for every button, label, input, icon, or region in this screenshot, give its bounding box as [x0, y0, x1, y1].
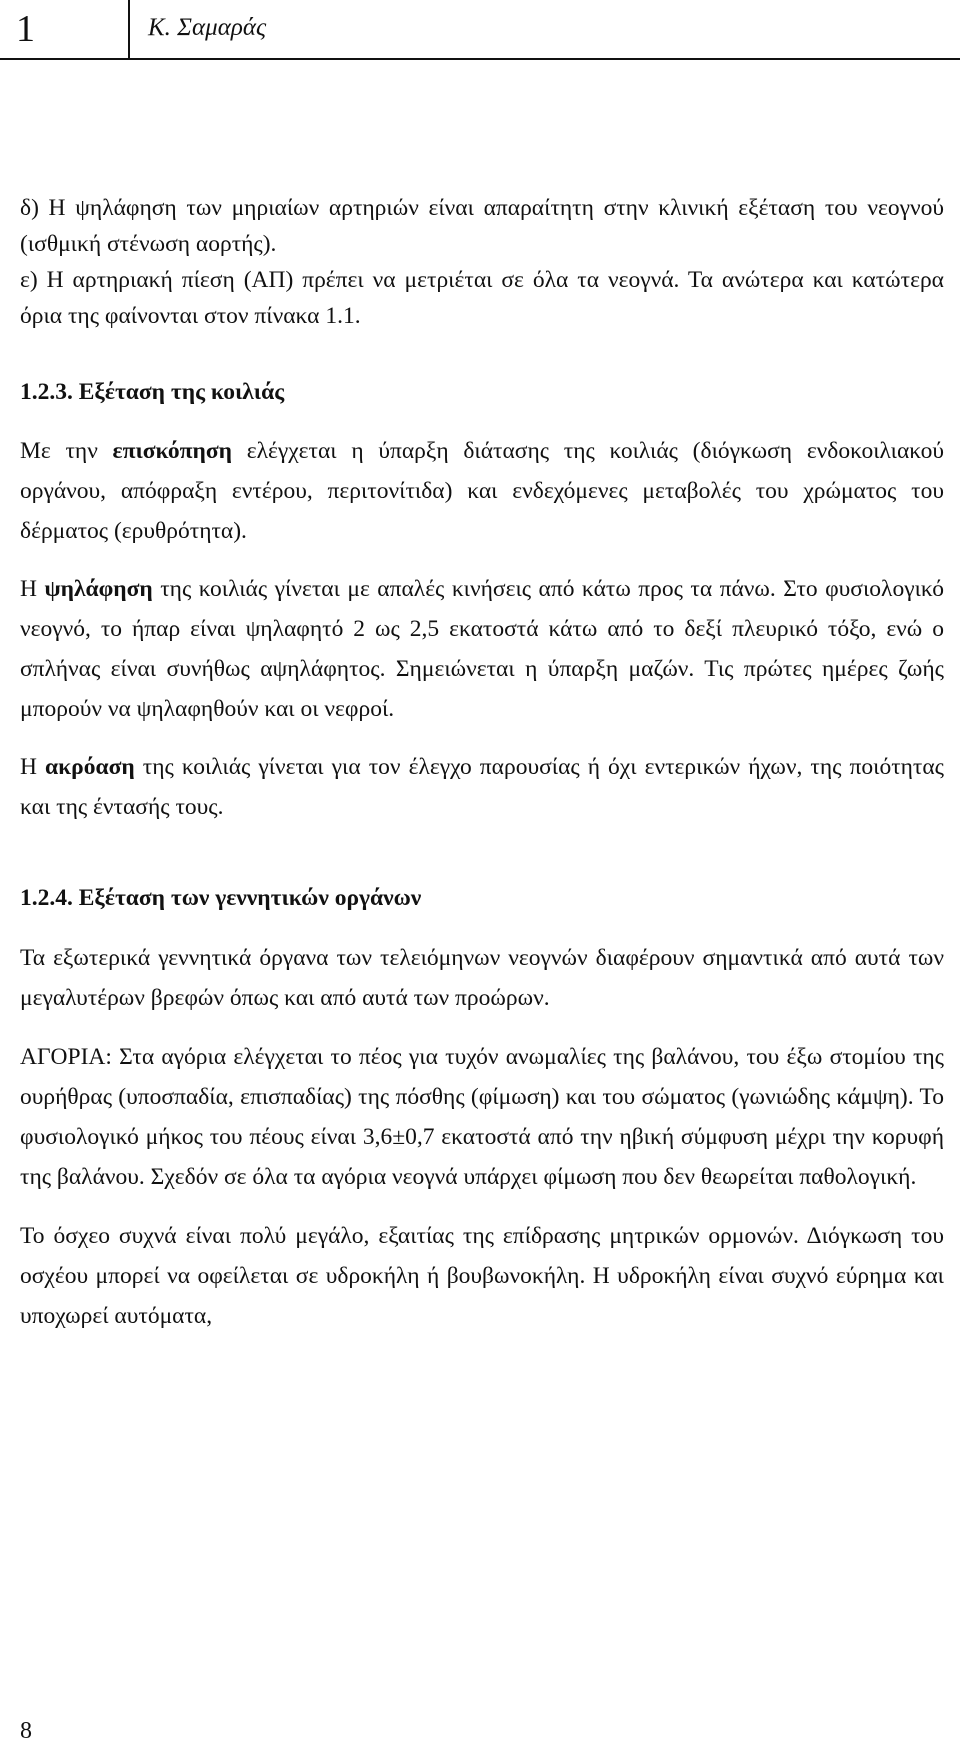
paragraph-boys: ΑΓΟΡΙΑ: Στα αγόρια ελέγχεται το πέος για τυχόν ανωμαλίες της βαλάνου, του έξω στομίου της ουρήθρας (υποσπαδία, επισπαδίας) της πόσθης (φίμωση) και του σώματος (γωνιώδης κάμψη). Το φυσιολογικό μήκος του πέους είναι 3,6±0,7 εκατοστά από την ηβική σύμφυση μέχρι την κορυφή της βαλάνου. Σχεδόν σε όλα τα αγόρια νεογνά υπάρχει φίμωση που δεν θεωρείται παθολογική.	[20, 1044, 944, 1190]
header-divider	[128, 0, 130, 58]
paragraph-inspection	[20, 431, 944, 551]
text-run: Η	[20, 754, 46, 780]
text-run: της κοιλιάς γίνεται με απαλές κινήσεις από κάτω προς τα πάνω. Στο φυσιολογικό νεογνό, το ήπαρ είναι ψηλαφητό 2 ως 2,5 εκατοστά κάτω από το δεξί πλευρικό τόξο, ενώ ο σπλήνας είναι συνήθως αψηλάφητος. Σημειώνεται η ύπαρξη μαζών. Τις πρώτες ημέρες ζωής μπορούν να ψηλαφηθούν και οι νεφροί.	[20, 576, 944, 722]
text-run: της κοιλιάς γίνεται για τον έλεγχο παρουσίας ή όχι εντερικών ήχων, της ποιότητας και της έντασής τους.	[20, 754, 944, 820]
paragraph-genitals-intro: Τα εξωτερικά γεννητικά όργανα των τελειόμηνων νεογνών διαφέρουν σημαντικά από αυτά των μεγαλυτέρων βρεφών όπως και από αυτά των προώρων.	[20, 945, 944, 1011]
paragraph-auscultation	[20, 747, 944, 827]
section-heading-genitals: 1.2.4. Εξέταση των γεννητικών οργάνων	[20, 885, 422, 911]
section-heading-abdomen: 1.2.3. Εξέταση της κοιλιάς	[20, 379, 285, 405]
text-run: ελέγχεται η ύπαρξη διάτασης της κοιλιάς (διόγκωση ενδοκοιλιακού οργάνου, απόφραξη εντέρου, περιτονίτιδα) και ενδεχόμενες μεταβολές του χρώματος του δέρματος (ερυθρότητα).	[20, 438, 944, 544]
page-header	[0, 0, 960, 60]
text-run: Με την	[20, 438, 113, 464]
page-body	[20, 190, 944, 1336]
running-title: Κ. Σαμαράς	[148, 14, 267, 41]
paragraph-intro-e: ε) Η αρτηριακή πίεση (ΑΠ) πρέπει να μετριέται σε όλα τα νεογνά. Τα ανώτερα και κατώτερα όρια της φαίνονται στον πίνακα 1.1.	[20, 267, 944, 329]
text-run: Η	[20, 576, 45, 602]
term-palpation: ψηλάφηση	[44, 576, 153, 602]
term-inspection: επισκόπηση	[112, 438, 232, 464]
header-page-number: 1	[16, 8, 35, 50]
footer-page-number: 8	[20, 1718, 32, 1744]
paragraph-scrotum: Το όσχεο συχνά είναι πολύ μεγάλο, εξαιτίας της επίδρασης μητρικών ορμονών. Διόγκωση του οσχέου μπορεί να οφείλεται σε υδροκήλη ή βουβωνοκήλη. Η υδροκήλη είναι συχνό εύρημα και υποχωρεί αυτόματα,	[20, 1223, 944, 1329]
paragraph-intro-d: δ) Η ψηλάφηση των μηριαίων αρτηριών είναι απαραίτητη στην κλινική εξέταση του νεογνού (ισθμική στένωση αορτής).	[20, 195, 944, 257]
term-auscultation: ακρόαση	[45, 754, 135, 780]
paragraph-palpation	[20, 569, 944, 729]
